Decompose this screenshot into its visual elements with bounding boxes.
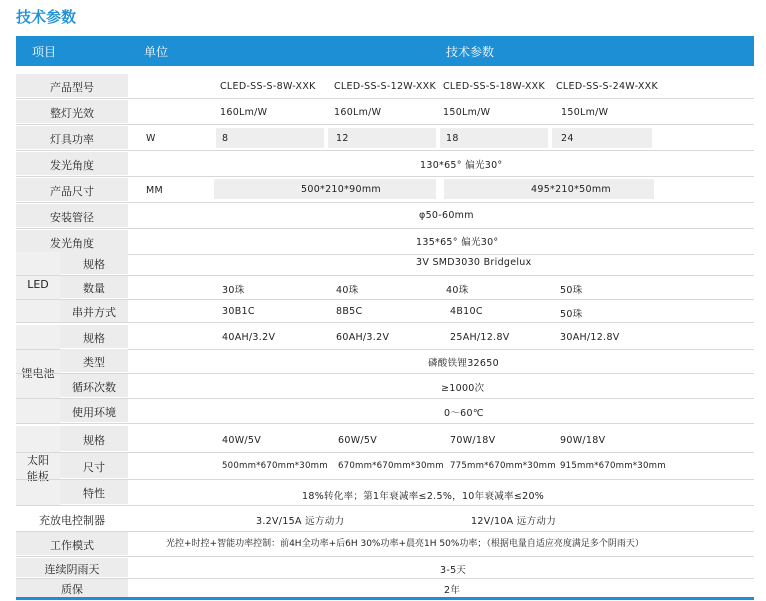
row-label: 工作模式 — [16, 532, 128, 555]
table-row — [16, 100, 754, 125]
row-label: 规格 — [60, 426, 128, 451]
row-label: 连续阴雨天 — [16, 558, 128, 577]
row-label: 整灯光效 — [16, 100, 128, 123]
cell-value: 70W/18V — [450, 435, 496, 446]
table-row — [16, 152, 754, 177]
row-label: 特性 — [60, 480, 128, 504]
cell-value: 670mm*670mm*30mm — [338, 461, 444, 471]
cell-value: 500*210*90mm — [301, 184, 381, 195]
table-row — [16, 399, 754, 424]
group-label-battery: 锂电池 — [16, 325, 60, 423]
group-label-panel: 太阳 能板 — [16, 426, 60, 505]
table-row — [16, 325, 754, 350]
cell-value: CLED-SS-S-24W-XXK — [556, 81, 659, 92]
cell-value: 8 — [222, 133, 229, 144]
cell-value: 光控+时控+智能功率控制：前4H全功率+后6H 30%功率+晨亮1H 50%功率；（根据电量自适应亮度满足多个阴雨天） — [166, 539, 644, 549]
cell-value: 24 — [561, 133, 574, 144]
cell-value: 500mm*670mm*30mm — [222, 461, 328, 471]
header-item: 项目 — [32, 45, 57, 59]
row-label: 尺寸 — [60, 453, 128, 478]
table-row — [16, 558, 754, 579]
table-header — [16, 36, 754, 66]
cell-value: 3V SMD3030 Bridgelux — [416, 257, 532, 268]
row-label: 循环次数 — [60, 374, 128, 397]
table-bottom-rule — [16, 597, 754, 600]
row-label: 规格 — [60, 252, 128, 274]
header-params: 技术参数 — [446, 45, 495, 59]
row-label: 灯具功率 — [16, 126, 128, 149]
row-label: 质保 — [16, 579, 128, 597]
cell-value: 0～60℃ — [444, 408, 484, 419]
cell-value: 160Lm/W — [334, 107, 382, 118]
table-row — [16, 204, 754, 229]
cell-value: 130*65° 偏光30° — [420, 160, 503, 171]
cell-value: CLED-SS-S-8W-XXK — [220, 81, 316, 92]
row-label: 规格 — [60, 325, 128, 348]
row-label: 使用环境 — [60, 399, 128, 422]
cell-value: 4B10C — [450, 306, 483, 317]
table-row — [16, 579, 754, 597]
unit-value: W — [146, 133, 156, 144]
cell-value: 18%转化率；第1年衰减率≤2.5%，10年衰减率≤20% — [302, 491, 545, 502]
table-row — [16, 300, 754, 323]
cell-value: 12V/10A 远方动力 — [471, 516, 556, 527]
cell-value: 2年 — [444, 585, 461, 596]
row-label: 产品尺寸 — [16, 178, 128, 201]
table-row — [16, 349, 754, 374]
cell-value: CLED-SS-S-12W-XXK — [334, 81, 437, 92]
cell-value: 40W/5V — [222, 435, 262, 446]
table-row — [16, 374, 754, 399]
cell-value: 25AH/12.8V — [450, 332, 510, 343]
cell-value: φ50-60mm — [419, 210, 474, 221]
cell-value: 8B5C — [336, 306, 363, 317]
cell-value: 50珠 — [560, 309, 583, 320]
row-label: 充放电控制器 — [16, 508, 128, 530]
row-label: 类型 — [60, 349, 128, 372]
group-label-led: LED — [16, 252, 60, 322]
row-label: 产品型号 — [16, 74, 128, 97]
table-row — [16, 532, 754, 557]
page-title: 技术参数 — [16, 8, 77, 26]
cell-shade — [216, 128, 324, 148]
cell-value: 150Lm/W — [561, 107, 609, 118]
cell-value: CLED-SS-S-18W-XXK — [443, 81, 546, 92]
cell-value: 495*210*50mm — [531, 184, 611, 195]
row-label: 发光角度 — [16, 230, 128, 253]
row-label: 发光角度 — [16, 152, 128, 175]
table-row — [16, 480, 754, 506]
row-label: 数量 — [60, 276, 128, 298]
table-row — [16, 126, 754, 151]
table-row — [16, 453, 754, 480]
table-row — [16, 252, 754, 276]
cell-value: 135*65° 偏光30° — [416, 237, 499, 248]
table-row — [16, 178, 754, 203]
cell-value: 40珠 — [446, 285, 469, 296]
cell-value: ≥1000次 — [441, 383, 485, 394]
cell-value: 3.2V/15A 远方动力 — [256, 516, 345, 527]
cell-value: 775mm*670mm*30mm — [450, 461, 556, 471]
cell-value: 3-5天 — [440, 565, 467, 576]
cell-value: 30B1C — [222, 306, 255, 317]
row-label: 串并方式 — [60, 300, 128, 322]
cell-value: 30珠 — [222, 285, 245, 296]
cell-value: 磷酸铁锂32650 — [428, 358, 499, 369]
cell-value: 40珠 — [336, 285, 359, 296]
cell-value: 160Lm/W — [220, 107, 268, 118]
cell-value: 50珠 — [560, 285, 583, 296]
cell-value: 60AH/3.2V — [336, 332, 390, 343]
cell-value: 18 — [446, 133, 459, 144]
table-row — [16, 74, 754, 99]
header-unit: 单位 — [144, 45, 169, 59]
row-label: 安装管径 — [16, 204, 128, 227]
cell-value: 915mm*670mm*30mm — [560, 461, 666, 471]
cell-value: 150Lm/W — [443, 107, 491, 118]
unit-value: MM — [146, 185, 163, 196]
table-row — [16, 276, 754, 300]
cell-value: 12 — [336, 133, 349, 144]
cell-value: 40AH/3.2V — [222, 332, 276, 343]
cell-value: 30AH/12.8V — [560, 332, 620, 343]
cell-value: 60W/5V — [338, 435, 378, 446]
cell-value: 90W/18V — [560, 435, 606, 446]
table-row — [16, 508, 754, 532]
table-row — [16, 426, 754, 453]
